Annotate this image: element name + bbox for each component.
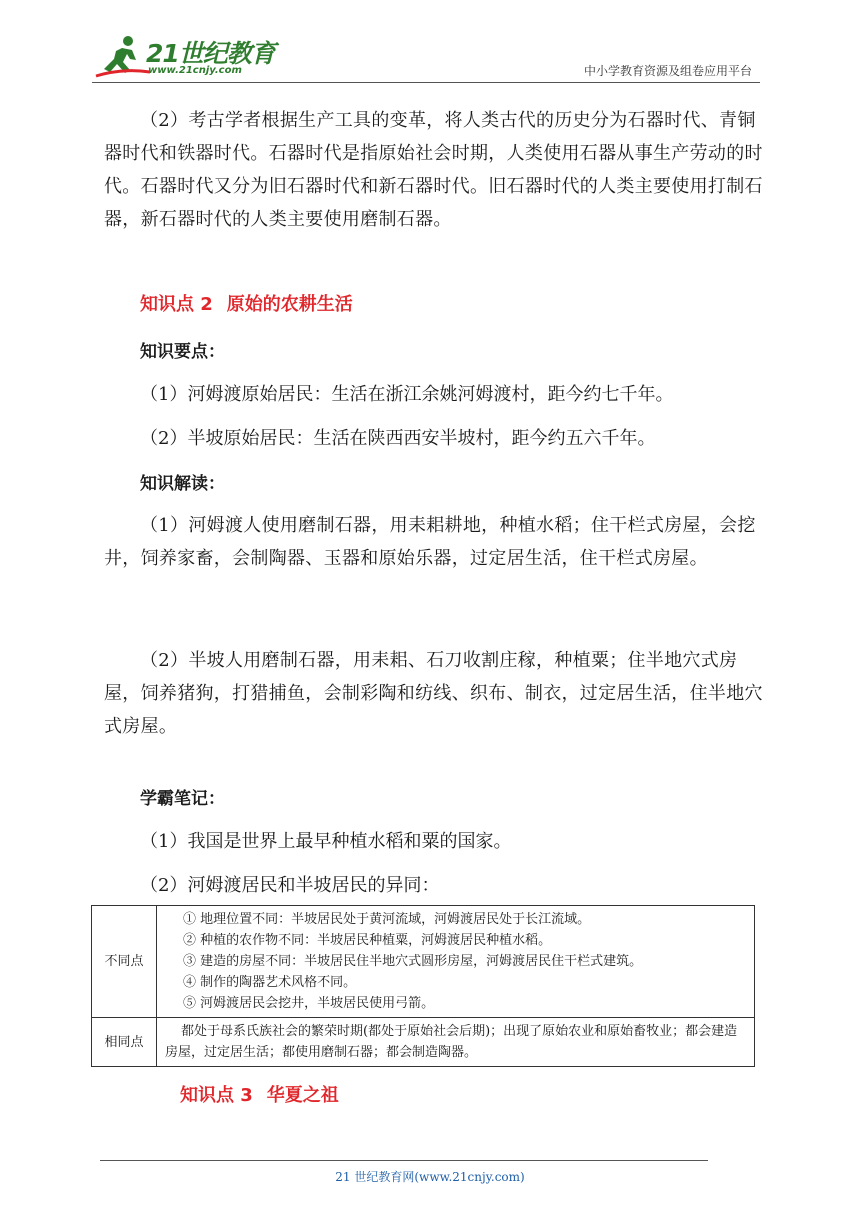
section-3-title: 华夏之祖 (266, 1085, 339, 1106)
same-cell (157, 1018, 755, 1067)
same-text: 都处于母系氏族社会的繁荣时期(都处于原始社会后期)；出现了原始农业和原始畜牧业；都会建造房屋，过定居生活；都使用磨制石器；都会制造陶器。 (165, 1024, 738, 1060)
key-points-title: 知识要点： (140, 342, 225, 362)
comparison-table (91, 905, 755, 1067)
table-row (92, 906, 755, 1018)
table-row (92, 1018, 755, 1067)
list-item: ③ 建造的房屋不同：半坡居民住半地穴式圆形房屋，河姆渡居民住干栏式建筑。 (183, 954, 643, 969)
list-item: ① 地理位置不同：半坡居民处于黄河流域，河姆渡居民处于长江流域。 (183, 912, 591, 927)
list-item: ⑤ 河姆渡居民会挖井，半坡居民使用弓箭。 (183, 996, 435, 1011)
note-item: （1）我国是世界上最早种植水稻和粟的国家。 (140, 831, 512, 852)
intro-paragraph: （2）考古学者根据生产工具的变革，将人类古代的历史分为石器时代、青铜器时代和铁器时代。石器时代是指原始社会时期，人类使用石器从事生产劳动的时代。石器时代又分为旧石器时代和新石器时代。旧石器时代的人类主要使用打制石器，新石器时代的人类主要使用磨制石器。 (104, 110, 763, 230)
key-point-item: （1）河姆渡原始居民：生活在浙江余姚河姆渡村，距今约七千年。 (140, 384, 674, 405)
diff-cell (157, 906, 755, 1018)
note-item: （2）河姆渡居民和半坡居民的异同： (140, 875, 440, 896)
same-label: 相同点 (92, 1018, 157, 1067)
footer-divider (100, 1160, 708, 1161)
interpret-paragraph: （1）河姆渡人使用磨制石器，用耒耜耕地，种植水稻；住干栏式房屋，会挖井，饲养家畜，会制陶器、玉器和原始乐器，过定居生活，住干栏式房屋。 (104, 515, 756, 569)
footer-link[interactable]: 21 世纪教育网(www.21cnjy.com) (335, 1170, 525, 1184)
diff-label: 不同点 (92, 906, 157, 1018)
interpret-paragraph: （2）半坡人用磨制石器，用耒耜、石刀收割庄稼，种植粟；住半地穴式房屋，饲养猪狗，打猎捕鱼，会制彩陶和纺线、织布、制衣，过定居生活，住半地穴式房屋。 (104, 650, 763, 737)
runner-logo-icon (92, 32, 152, 82)
site-logo[interactable] (92, 32, 275, 82)
notes-title: 学霸笔记： (140, 789, 225, 809)
platform-name: 中小学教育资源及组卷应用平台 (583, 64, 752, 78)
section-2-title: 原始的农耕生活 (226, 294, 353, 315)
page-header (0, 0, 860, 90)
list-item: ② 种植的农作物不同：半坡居民种植粟，河姆渡居民种植水稻。 (183, 933, 552, 948)
section-3-number: 知识点 3 (180, 1085, 253, 1106)
list-item: ④ 制作的陶器艺术风格不同。 (183, 975, 357, 990)
interpret-title: 知识解读： (140, 474, 225, 494)
section-3-heading (180, 1081, 339, 1107)
key-point-item: （2）半坡原始居民：生活在陕西西安半坡村，距今约五六千年。 (140, 428, 656, 449)
logo-url: www.21cnjy.com (148, 65, 242, 76)
header-divider (92, 82, 760, 83)
section-2-heading (140, 290, 353, 316)
logo-text: 21世纪教育 (146, 39, 275, 68)
section-2-number: 知识点 2 (140, 294, 213, 315)
